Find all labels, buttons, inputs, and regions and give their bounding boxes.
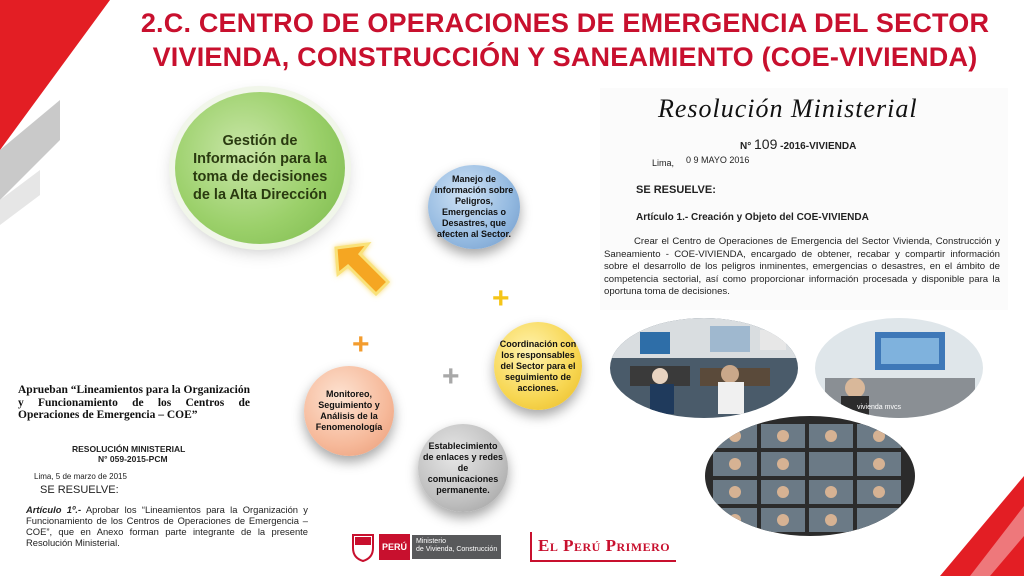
rm-place: Lima, [652,158,675,168]
bubble-coordinacion [494,322,582,410]
rm-number-prefix: N° [740,141,752,152]
bubble-monitoreo [304,366,394,456]
corner-decoration [0,0,110,230]
rm-body: Crear el Centro de Operaciones de Emergencia del Sector Vivienda, Construcción y Saneamiento - COE-VIVIENDA, encargado de obtener, recabar y compartir información sobre el desarrollo de los peligros inminentes, emergencias o desastres, en el ámbito de competencia sectorial, así como proporcionar información procesada y disponible para la oportuna toma de decisiones. [604,236,1000,298]
bubble-manejo-text: Manejo de información sobre Peligros, Emergencias o Desastres, que afecten al Sector. [434,174,514,239]
pcm-title: Aprueban “Lineamientos para la Organización y Funcionamiento de los Centros de Operaciones de Emergencia – COE” [18,384,250,422]
photo-video-call [705,416,915,536]
pcm-article-text: Aprobar los “Lineamientos para la Organización y Funcionamiento de los Centros de Operaciones de Emergencia – COE”, que en Anexo forman parte integrante de la presente Resolución Ministerial. [26,504,308,548]
center-bubble [175,92,345,244]
pcm-article-label: Artículo 1º.- [26,504,82,515]
slogan-logo [530,532,676,562]
ministry-line2: de Vivienda, Construcción [416,546,498,553]
rm-date: 0 9 MAYO 2016 [686,155,750,165]
bubble-coordinacion-text: Coordinación con los responsables del Sector para el seguimiento de acciones. [499,338,577,393]
ministry-line1: Ministerio [416,538,446,545]
rm-number [740,136,856,152]
arrow-icon [328,234,398,304]
plus-icon: + [352,328,370,361]
pcm-resuelve: SE RESUELVE: [40,484,119,496]
bubble-enlaces-text: Establecimiento de enlaces y redes de comunicaciones permanente. [422,440,504,495]
rm-number-value: 109 [754,136,778,152]
slide-title [110,6,1020,74]
center-bubble-text: Gestión de Información para la toma de decisiones de la Alta Dirección [192,133,328,203]
slide-title-line1: 2.C. CENTRO DE OPERACIONES DE EMERGENCIA DEL SECTOR [140,8,990,38]
plus-icon: + [442,360,460,393]
bubble-enlaces [418,424,508,512]
pcm-res-line2: N° 059-2015-PCM [98,454,168,464]
photo-operations-room [610,318,798,418]
pcm-article [26,504,308,548]
pcm-res-line1: RESOLUCIÓN MINISTERIAL [72,444,186,454]
bubble-manejo [428,165,520,249]
pcm-date: Lima, 5 de marzo de 2015 [34,472,127,481]
rm-article: Artículo 1.- Creación y Objeto del COE-VIVIENDA [636,212,869,223]
pcm-document [14,378,306,564]
rm-number-suffix: -2016-VIVIENDA [780,141,857,152]
peru-shield-icon [350,532,376,562]
plus-icon: + [492,282,510,315]
rm-resuelve: SE RESUELVE: [636,184,716,196]
rm-document [600,88,1008,310]
rm-heading: Resolución Ministerial [658,94,918,123]
ministry-logo [350,530,508,564]
corner-decoration-bottom [940,476,1024,576]
photo-watermark: vivienda mvcs [857,404,901,411]
slide-title-line2: VIVIENDA, CONSTRUCCIÓN Y SANEAMIENTO (COE-VIVIENDA) [152,42,978,72]
slogan-text: El Perú Primero [538,536,671,555]
bubble-monitoreo-text: Monitoreo, Seguimiento y Análisis de la Fenomenología [315,389,383,432]
ministry-name [412,535,501,559]
photo-monitoring-screens [815,318,983,418]
peru-box: PERÚ [379,534,410,560]
